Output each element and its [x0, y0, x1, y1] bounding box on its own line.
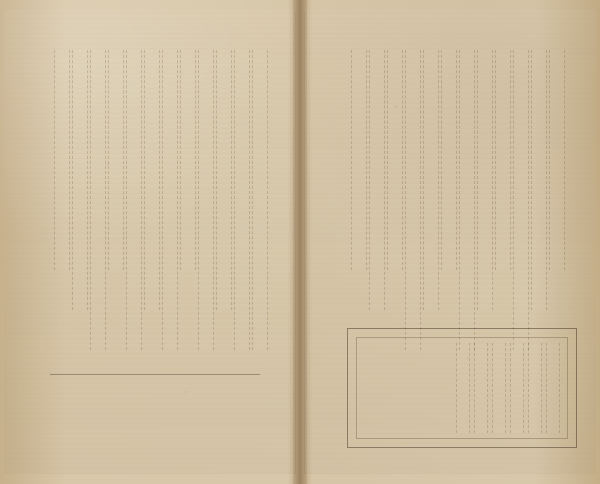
right-column-11	[369, 50, 385, 310]
right-page-columns	[339, 50, 565, 310]
right-text-block	[329, 28, 575, 453]
left-column-2	[234, 50, 250, 350]
right-page	[304, 10, 596, 474]
imprint-line-3	[510, 343, 524, 433]
right-column-1	[549, 50, 565, 270]
left-column-1	[252, 50, 268, 350]
right-column-10	[387, 50, 403, 270]
left-page	[4, 10, 296, 474]
imprint-line-4	[492, 343, 506, 433]
right-column-3	[513, 50, 529, 350]
left-column-11	[72, 50, 88, 310]
left-column-6	[162, 50, 178, 350]
left-column-3	[216, 50, 232, 310]
left-column-8	[126, 50, 142, 350]
left-page-columns	[42, 50, 268, 370]
imprint-line-6	[456, 343, 470, 433]
imprint-line-2	[528, 343, 542, 433]
right-column-9	[405, 50, 421, 350]
left-column-9	[108, 50, 124, 270]
right-column-8	[423, 50, 439, 310]
left-text-block	[32, 28, 278, 453]
imprint-line-5	[474, 343, 488, 433]
right-column-2	[531, 50, 547, 310]
imprint-line-1	[546, 343, 560, 433]
left-column-4	[198, 50, 214, 350]
left-column-7	[144, 50, 160, 310]
left-column-12	[54, 50, 70, 270]
right-column-12	[351, 50, 367, 270]
right-column-7	[441, 50, 457, 270]
left-column-5	[180, 50, 196, 270]
left-column-10	[90, 50, 106, 350]
right-column-6	[459, 50, 475, 350]
left-bottom-rule	[50, 374, 260, 375]
right-column-5	[477, 50, 493, 310]
right-column-4	[495, 50, 511, 270]
imprint-box	[347, 328, 577, 448]
